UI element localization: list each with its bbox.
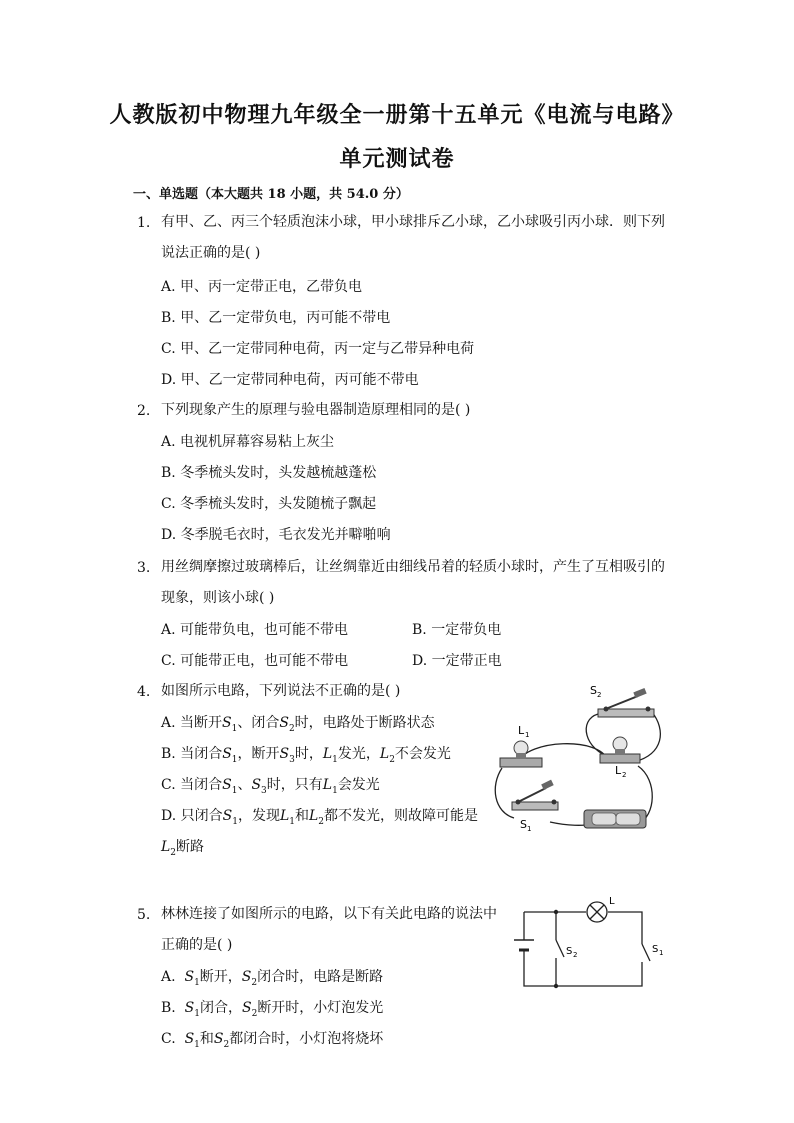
option-b[interactable]: B. 冬季梳头发时，头发越梳越蓬松 (161, 465, 377, 481)
section-heading: 一、单选题（本大题共 18 小题，共 54.0 分） (133, 187, 409, 202)
option-a[interactable]: A. 可能带负电，也可能不带电 (161, 622, 349, 638)
option-d[interactable]: D. 一定带正电 (412, 653, 502, 669)
svg-text:1: 1 (527, 825, 532, 833)
option-a[interactable]: A. $S_1$断开，$S_2$闭合时，电路是断路 (161, 969, 384, 988)
battery-icon (514, 936, 534, 956)
question-stem: 用丝绸摩擦过玻璃棒后，让丝绸靠近由细线吊着的轻质小球时，产生了互相吸引的 (161, 559, 665, 575)
question-number: 4. (137, 684, 151, 700)
option-a[interactable]: A. 电视机屏幕容易粘上灰尘 (161, 434, 335, 450)
svg-text:S: S (652, 944, 659, 955)
bulb-l2-icon (600, 737, 640, 763)
question-stem: 如图所示电路，下列说法不正确的是( ) (161, 683, 401, 699)
option-d[interactable]: D. 甲、乙一定带同种电荷，丙可能不带电 (161, 372, 419, 388)
svg-text:1: 1 (525, 731, 530, 739)
option-d[interactable]: D. 冬季脱毛衣时，毛衣发光并噼啪响 (161, 527, 391, 543)
question-stem: 现象，则该小球( ) (161, 590, 275, 606)
page-subtitle: 单元测试卷 (339, 146, 455, 172)
switch-s2-icon (598, 688, 654, 717)
page-title: 人教版初中物理九年级全一册第十五单元《电流与电路》 (109, 102, 685, 128)
option-c[interactable]: C. 可能带正电，也可能不带电 (161, 653, 349, 669)
question-number: 5. (137, 907, 151, 923)
option-c[interactable]: C. 冬季梳头发时，头发随梳子飘起 (161, 496, 377, 512)
svg-text:1: 1 (659, 949, 664, 957)
switch-s1-icon (512, 780, 558, 810)
bulb-l1-icon (500, 741, 542, 767)
option-b[interactable]: B. 甲、乙一定带负电，丙可能不带电 (161, 310, 391, 326)
lamp-icon (587, 902, 607, 922)
svg-text:2: 2 (573, 951, 578, 959)
option-b[interactable]: B. 当闭合$S_1$，断开$S_3$时，$L_1$发光，$L_2$不会发光 (161, 746, 451, 765)
circuit-diagram-q5 (512, 896, 672, 992)
svg-text:S: S (590, 684, 597, 697)
option-a[interactable]: A. 甲、丙一定带正电，乙带负电 (161, 279, 363, 295)
option-b[interactable]: B. 一定带负电 (412, 622, 502, 638)
option-b[interactable]: B. $S_1$闭合，$S_2$断开时，小灯泡发光 (161, 1000, 384, 1019)
svg-text:L: L (609, 896, 615, 907)
option-c[interactable]: C. 当闭合$S_1$、$S_3$时，只有$L_1$会发光 (161, 777, 380, 796)
svg-text:2: 2 (597, 691, 602, 699)
question-stem: 下列现象产生的原理与验电器制造原理相同的是( ) (161, 402, 471, 418)
question-stem: 说法正确的是( ) (161, 245, 261, 261)
option-c[interactable]: C. $S_1$和$S_2$都闭合时，小灯泡将烧坏 (161, 1031, 384, 1050)
svg-text:S: S (566, 946, 573, 957)
question-number: 2. (137, 403, 151, 419)
svg-text:L: L (518, 724, 525, 737)
option-a[interactable]: A. 当断开$S_1$、闭合$S_2$时，电路处于断路状态 (161, 715, 435, 734)
battery-icon (584, 810, 646, 828)
circuit-diagram-q4 (488, 676, 666, 836)
option-d-continued: $L_2$断路 (161, 839, 205, 858)
option-c[interactable]: C. 甲、乙一定带同种电荷，丙一定与乙带异种电荷 (161, 341, 475, 357)
option-d[interactable]: D. 只闭合$S_1$，发现$L_1$和$L_2$都不发光，则故障可能是 (161, 808, 479, 827)
svg-text:2: 2 (622, 771, 627, 779)
question-stem: 有甲、乙、丙三个轻质泡沫小球，甲小球排斥乙小球，乙小球吸引丙小球．则下列 (161, 214, 665, 230)
svg-text:L: L (615, 764, 622, 777)
question-stem: 正确的是( ) (161, 937, 233, 953)
question-number: 1. (137, 215, 151, 231)
svg-text:S: S (520, 818, 527, 831)
question-number: 3. (137, 560, 151, 576)
question-stem: 林林连接了如图所示的电路，以下有关此电路的说法中 (161, 906, 497, 922)
